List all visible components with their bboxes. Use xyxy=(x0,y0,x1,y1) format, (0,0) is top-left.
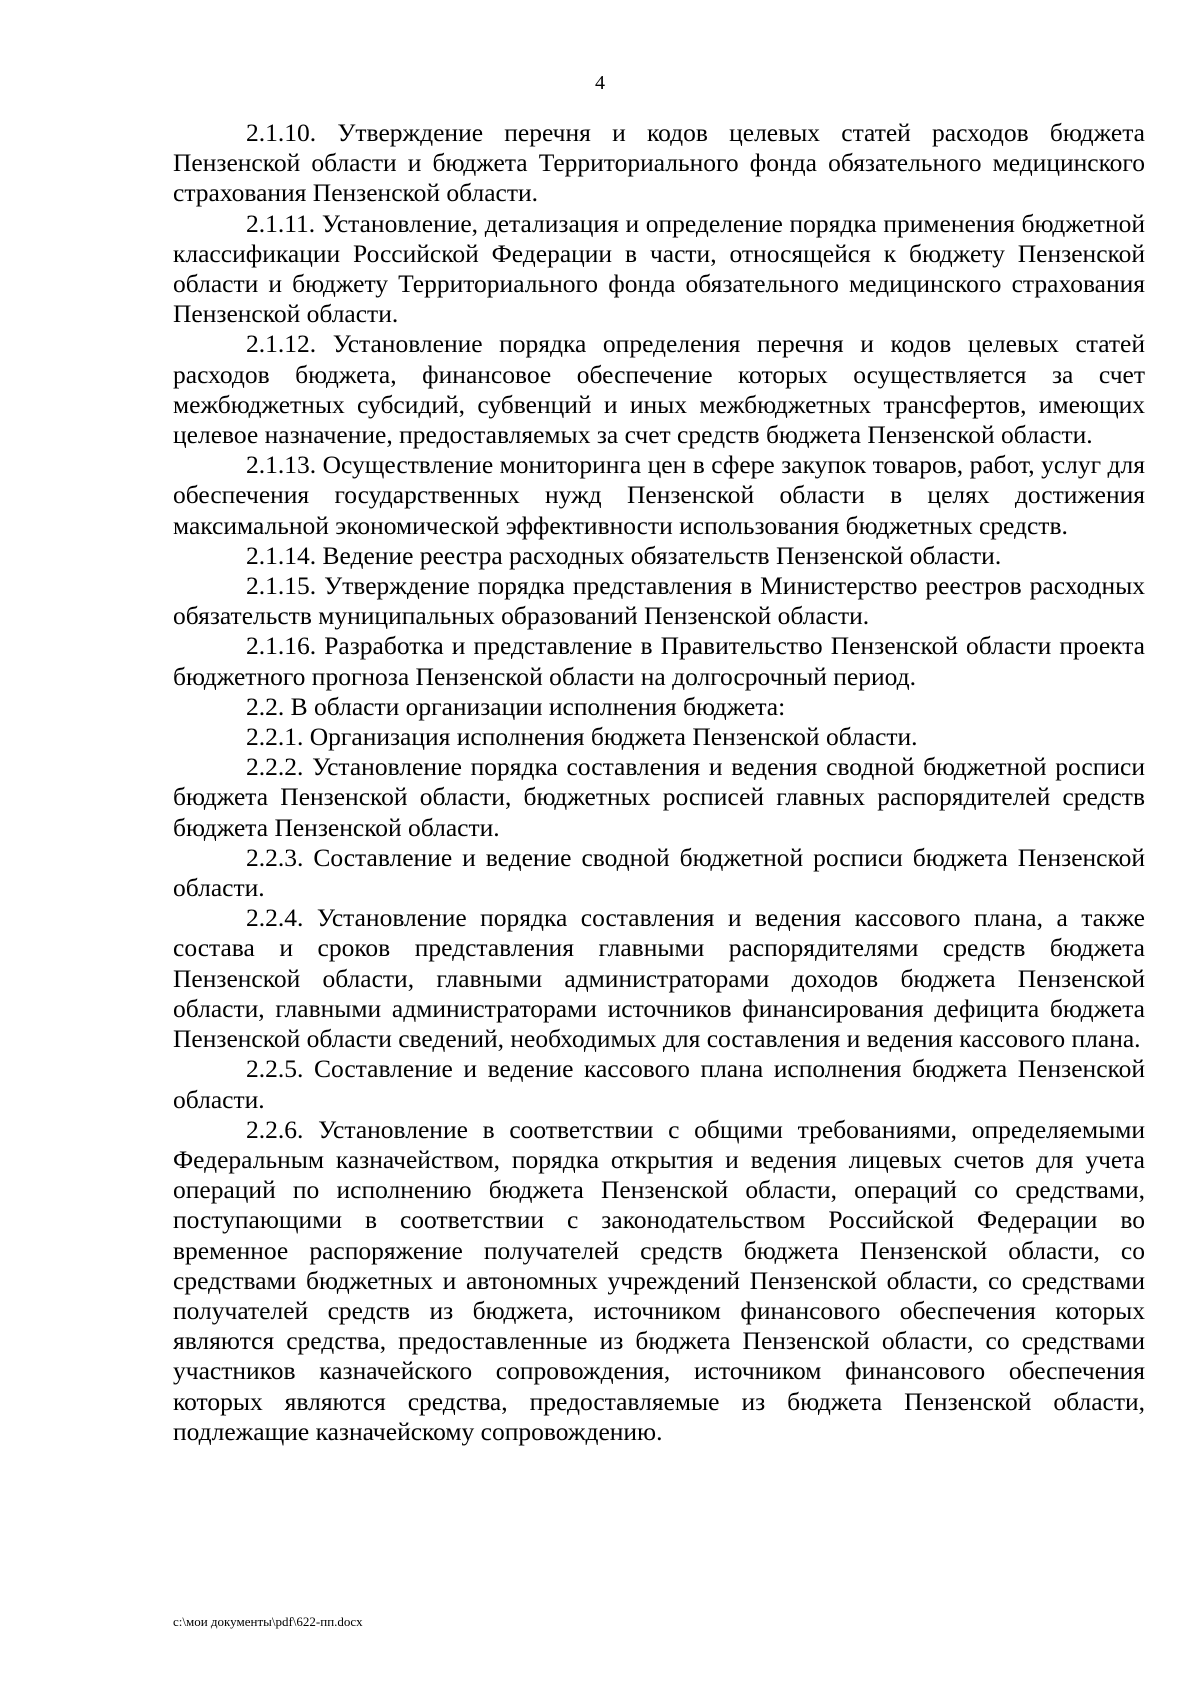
paragraph-2-1-10: 2.1.10. Утверждение перечня и кодов целевых статей расходов бюджета Пензенской области и бюджета Территориального фонда обязательного медицинского страхования Пензенской области. xyxy=(173,118,1145,208)
paragraph-2-1-12: 2.1.12. Установление порядка определения перечня и кодов целевых статей расходов бюджета, финансовое обеспечение которых осуществляется за счет межбюджетных субсидий, субвенций и иных межбюджетных трансфертов, имеющих целевое назначение, предоставляемых за счет средств бюджета Пензенской области. xyxy=(173,329,1145,450)
footer-file-path: c:\мои документы\pdf\622-пп.docx xyxy=(173,1614,363,1629)
section-heading-2-2: 2.2. В области организации исполнения бюджета: xyxy=(246,691,786,721)
paragraph-2-2-6: 2.2.6. Установление в соответствии с общими требованиями, определяемыми Федеральным казначейством, порядка открытия и ведения лицевых счетов для учета операций по исполнению бюджета Пензенской области, операций со средствами, поступающими в соответствии с законодательством Российской Федерации во временное распоряжение получателей средств бюджета Пензенской области, со средствами бюджетных и автономных учреждений Пензенской области, со средствами получателей средств из бюджета, источником финансового обеспечения которых являются средства, предоставленные из бюджета Пензенской области, со средствами участников казначейского сопровождения, источником финансового обеспечения которых являются средства, предоставляемые из бюджета Пензенской области, подлежащие казначейскому сопровождению. xyxy=(173,1114,1145,1446)
paragraph-2-1-16: 2.1.16. Разработка и представление в Правительство Пензенской области проекта бюджетного прогноза Пензенской области на долгосрочный период. xyxy=(173,631,1145,691)
page-number: 4 xyxy=(595,72,605,94)
paragraph-2-2-2: 2.2.2. Установление порядка составления и ведения сводной бюджетной росписи бюджета Пензенской области, бюджетных росписей главных распорядителей средств бюджета Пензенской области. xyxy=(173,752,1145,842)
paragraph-2-1-13: 2.1.13. Осуществление мониторинга цен в сфере закупок товаров, работ, услуг для обеспечения государственных нужд Пензенской области в целях достижения максимальной экономической эффективности использования бюджетных средств. xyxy=(173,450,1145,540)
paragraph-2-1-11: 2.1.11. Установление, детализация и определение порядка применения бюджетной классификации Российской Федерации в части, относящейся к бюджету Пензенской области и бюджету Территориального фонда обязательного медицинского страхования Пензенской области. xyxy=(173,208,1145,329)
document-body xyxy=(173,118,1145,1447)
paragraph-2-2-5: 2.2.5. Составление и ведение кассового плана исполнения бюджета Пензенской области. xyxy=(173,1054,1145,1114)
paragraph-2-2-4: 2.2.4. Установление порядка составления и ведения кассового плана, а также состава и сроков представления главными распорядителями средств бюджета Пензенской области, главными администраторами доходов бюджета Пензенской области, главными администраторами источников финансирования дефицита бюджета Пензенской области сведений, необходимых для составления и ведения кассового плана. xyxy=(173,903,1145,1054)
paragraph-2-2-1: 2.2.1. Организация исполнения бюджета Пензенской области. xyxy=(246,722,918,752)
paragraph-2-1-15: 2.1.15. Утверждение порядка представления в Министерство реестров расходных обязательств муниципальных образований Пензенской области. xyxy=(173,571,1145,631)
paragraph-2-2-3: 2.2.3. Составление и ведение сводной бюджетной росписи бюджета Пензенской области. xyxy=(173,842,1145,903)
paragraph-2-1-14: 2.1.14. Ведение реестра расходных обязательств Пензенской области. xyxy=(246,540,1002,570)
